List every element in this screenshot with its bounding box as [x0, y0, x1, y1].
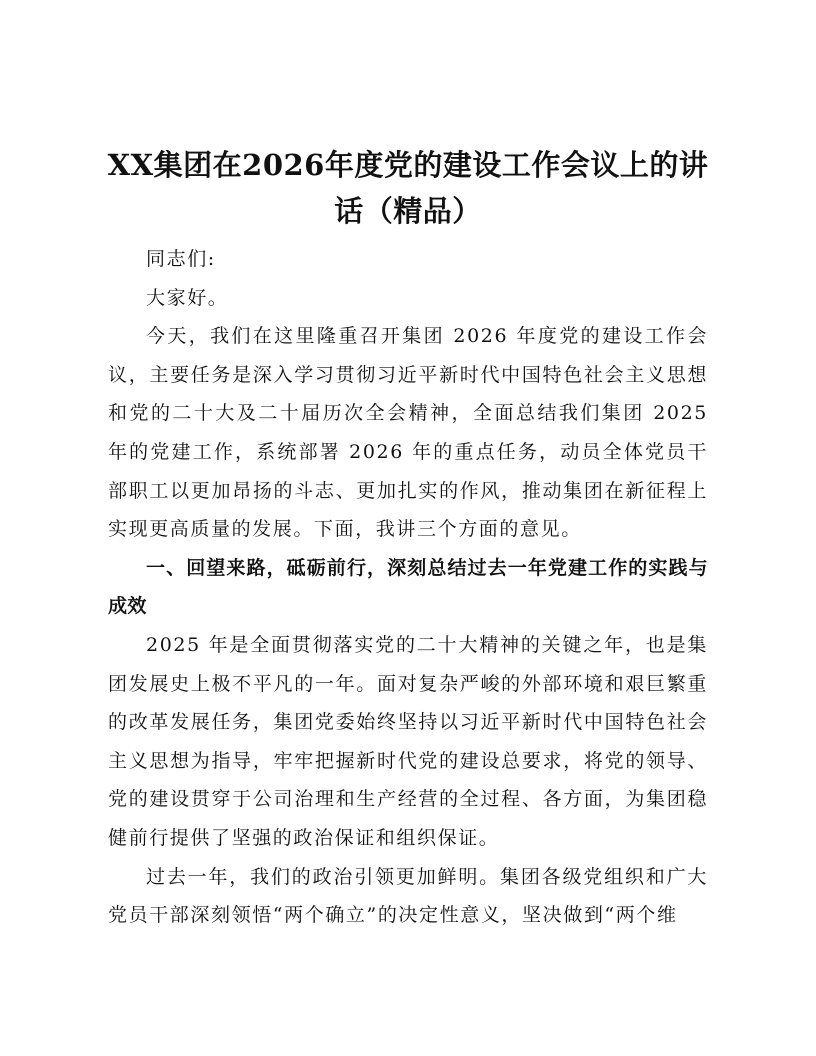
- intro-paragraph: 今天，我们在这里隆重召开集团 2026 年度党的建设工作会议，主要任务是深入学习贯彻习近平新时代中国特色社会主义思想和党的二十大及二十届历次全会精神，全面总结我们集团 2025 年的党建工作，系统部署 2026 年的重点任务，动员全体党员干部职工以更加昂扬的斗志、更加扎实的作风，推动集团在新征程上实现更高质量的发展。下面，我讲三个方面的意见。: [108, 325, 708, 541]
- salutation-paragraph: 同志们:: [146, 248, 216, 270]
- body-paragraph-political-leadership: 过去一年，我们的政治引领更加鲜明。集团各级党组织和广大党员干部深刻领悟“两个确立”的决定性意义，坚决做到“两个维: [108, 865, 708, 927]
- section-heading-1: 一、回望来路，砥砺前行，深刻总结过去一年党建工作的实践与成效: [108, 556, 708, 618]
- document-title: XX集团在2026年度党的建设工作会议上的讲话（精品）: [107, 148, 709, 228]
- document-body: [108, 240, 708, 935]
- greeting-paragraph: 大家好。: [146, 286, 229, 309]
- body-paragraph-2025-review: 2025 年是全面贯彻落实党的二十大精神的关键之年，也是集团发展史上极不平凡的一年。面对复杂严峻的外部环境和艰巨繁重的改革发展任务，集团党委始终坚持以习近平新时代中国特色社会主义思想为指导，牢牢把握新时代党的建设总要求，将党的领导、党的建设贯穿于公司治理和生产经营的全过程、各方面，为集团稳健前行提供了坚强的政治保证和组织保证。: [108, 633, 708, 849]
